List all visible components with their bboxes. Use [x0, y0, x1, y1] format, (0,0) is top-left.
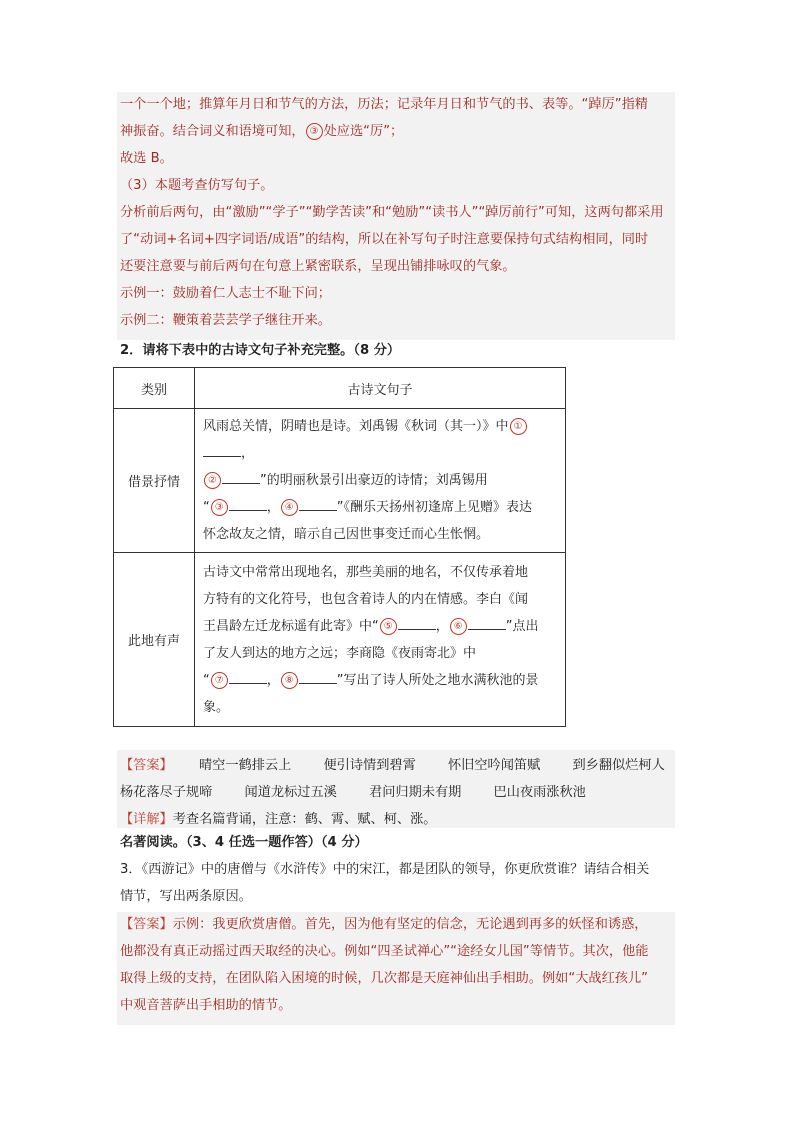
analysis-line-3: 故选 B。 [120, 151, 173, 166]
table-header-category: 类别 [114, 368, 195, 409]
analysis-line-2-post: 处应选“厉”； [323, 124, 404, 139]
circle-8: ⑧ [281, 672, 298, 689]
row2-line-3-post: ”点出 [505, 618, 539, 634]
analysis-line-2 [120, 123, 403, 141]
row2-line-6: 象。 [203, 699, 230, 715]
answer-3-line-2: 他都没有真正动摇过西天取经的决心。例如“四圣试禅心”“途经女儿国”等情节。其次，他能 [120, 944, 649, 959]
detail-text: 考查名篇背诵，注意：鹤、霄、赋、柯、涨。 [172, 812, 437, 827]
row2-line-1: 古诗文中常常出现地名，那些美丽的地名，不仅传承着地 [203, 564, 529, 580]
blank-3[interactable] [229, 498, 267, 511]
analysis-line-4: （3）本题考查仿写句子。 [120, 178, 274, 193]
answer-item: 杨花落尽子规啼 [120, 785, 213, 800]
answer-2-row-1 [120, 754, 693, 773]
answer-item: 到乡翻似烂柯人 [572, 758, 665, 773]
row-category-1: 借景抒情 [114, 409, 195, 553]
analysis-line-7: 还要注意要与前后两句在句意上紧密联系，呈现出铺排咏叹的气象。 [120, 259, 516, 274]
example-1: 示例一：鼓励着仁人志士不耻下问； [120, 286, 331, 301]
table-row [114, 409, 566, 553]
blank-6[interactable] [468, 617, 506, 630]
question-3-line-1: 3．《西游记》中的唐僧与《水浒传》中的宋江，都是团队的领导，你更欣赏谁？请结合相关 [120, 862, 650, 877]
analysis-line-6: 了“动词+名词+四字词语/成语”的结构，所以在补写句子时注意要保持句式结构相同，同时 [120, 232, 649, 247]
section-heading: 名著阅读。（3、4 任选一题作答）（4 分） [120, 835, 368, 850]
analysis-line-5: 分析前后两句，由“激励”“学子”“勤学苦读”和“勉励”“读书人”“踔厉前行”可知，这两句都采用 [120, 205, 664, 220]
row-content-2: 古诗文中常常出现地名，那些美丽的地名，不仅传承着地 方特有的文化符号，也包含着诗人的内在情感。李白《闻 王昌龄左迁龙标遥有此寄》中“ ⑤ ， ⑥ ”点出 了友人到达的地方之远；李商隐《夜雨寄北》中 “ ⑦ ， ⑧ ”写出了诗人所处之地水满秋池的景 象。 [195, 553, 566, 727]
circle-number: ③ [306, 123, 323, 140]
answer-item: 闻道龙标过五溪 [244, 785, 337, 800]
blank-2[interactable] [222, 471, 260, 484]
table-header-content: 古诗文句子 [195, 368, 566, 409]
circle-4: ④ [281, 499, 298, 516]
blank-8[interactable] [299, 671, 337, 684]
poem-table [113, 367, 566, 727]
answer-tag: 【答案】 [120, 758, 173, 773]
row1-line-1: 风雨总关情，阴晴也是诗。刘禹锡《秋词（其一）》中 [203, 419, 509, 434]
circle-7: ⑦ [211, 672, 228, 689]
answer-3-text-1: 示例：我更欣赏唐僧。首先，因为他有坚定的信念，无论遇到再多的妖怪和诱惑， [172, 917, 648, 932]
row1-line-3-pre: “ [203, 500, 210, 515]
circle-5: ⑤ [380, 618, 397, 635]
answer-3-line-3: 取得上级的支持，在团队陷入困境的时候，几次都是天庭神仙出手相助。例如“大战红孩儿” [120, 971, 648, 986]
circle-3: ③ [211, 499, 228, 516]
detail-tag: 【详解】 [120, 812, 173, 827]
row-content-1: 风雨总关情，阴晴也是诗。刘禹锡《秋词（其一）》中 ①， ② ”的明丽秋景引出豪迈的诗情；刘禹锡用 “ ③ ， ④ ”《酬乐天扬州初逢席上见赠》表达 怀念故友之情，暗示自己因世事变迁而心生怅惘。 [195, 409, 566, 553]
answer-item: 君问归期未有期 [369, 785, 462, 800]
row2-line-3: 王昌龄左迁龙标遥有此寄》中“ [203, 618, 379, 634]
row2-line-2: 方特有的文化符号，也包含着诗人的内在情感。李白《闻 [203, 591, 529, 607]
table-row [114, 553, 566, 727]
answer-3-tag: 【答案】 [120, 917, 173, 932]
row1-line-3-post: ”《酬乐天扬州初逢席上见赠》表达 [336, 500, 533, 515]
row2-line-4: 了友人到达的地方之远；李商隐《夜雨寄北》中 [203, 645, 477, 661]
row-category-2: 此地有声 [114, 553, 195, 727]
blank-7[interactable] [229, 671, 267, 684]
answer-item: 怀旧空吟闻笛赋 [447, 758, 541, 773]
answer-3-line-4: 中观音菩萨出手相助的情节。 [120, 998, 292, 1013]
question-2-title: 2．请将下表中的古诗文句子补充完整。（8 分） [120, 343, 401, 358]
blank-4[interactable] [299, 498, 337, 511]
answer-2-detail [120, 808, 437, 827]
blank-1[interactable] [203, 444, 241, 457]
blank-5[interactable] [398, 617, 436, 630]
row2-line-5-post: ”写出了诗人所处之地水满秋池的景 [336, 672, 539, 688]
answer-item: 便引诗情到碧霄 [323, 758, 416, 773]
circle-2: ② [204, 472, 221, 489]
example-2: 示例二：鞭策着芸芸学子继往开来。 [120, 313, 331, 328]
circle-6: ⑥ [450, 618, 467, 635]
question-3-line-2: 情节，写出两条原因。 [120, 889, 252, 904]
answer-3-line-1 [120, 916, 648, 934]
analysis-line-1: 一个一个地；推算年月日和节气的方法，历法；记录年月日和节气的书、表等。“踔厉”指精 [120, 97, 648, 112]
row1-line-4: 怀念故友之情，暗示自己因世事变迁而心生怅惘。 [203, 527, 490, 542]
analysis-line-2-pre: 神振奋。结合词义和语境可知， [120, 124, 305, 139]
circle-1: ① [510, 418, 527, 435]
answer-item: 晴空一鹤排云上 [198, 758, 292, 773]
row1-line-2: ”的明丽秋景引出豪迈的诗情；刘禹锡用 [260, 473, 488, 488]
answer-item: 巴山夜雨涨秋池 [493, 785, 586, 800]
answer-2-row-2 [120, 781, 614, 800]
